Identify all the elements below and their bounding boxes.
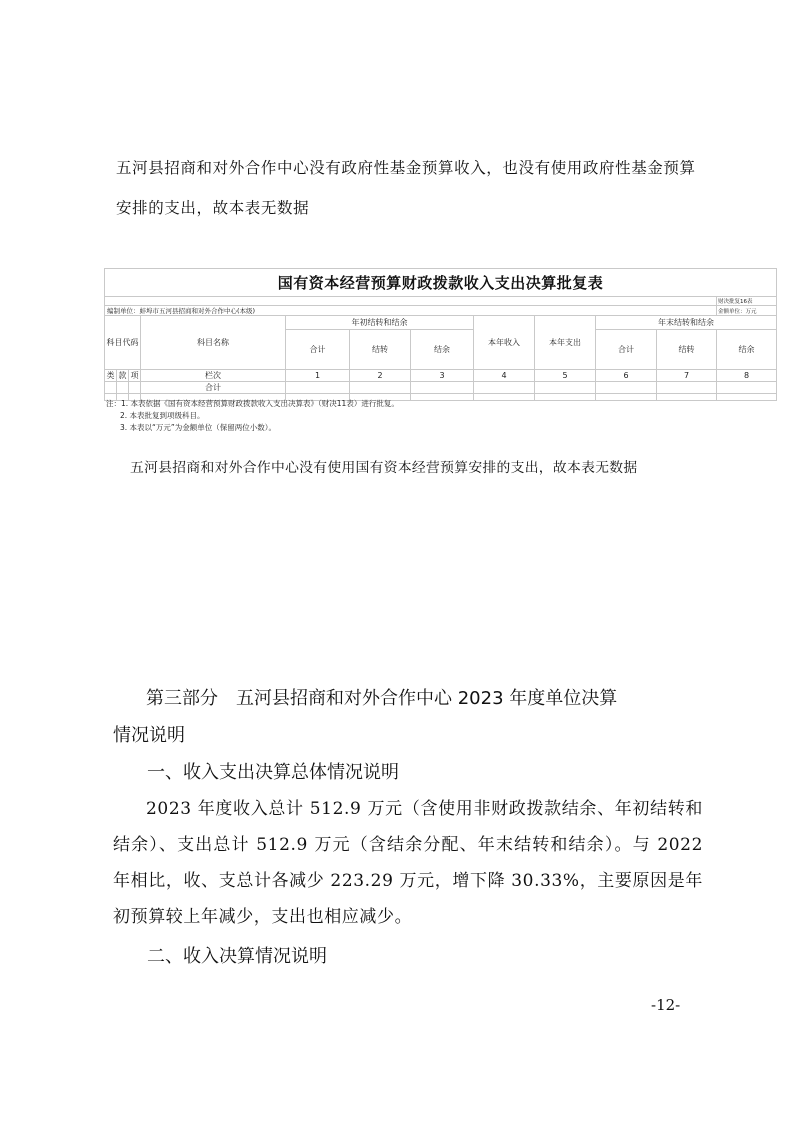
header-closing-carryover: 结转 <box>657 330 717 370</box>
header-item: 项 <box>130 371 139 380</box>
col-no-5: 5 <box>535 370 596 382</box>
header-subject-name: 科目名称 <box>141 316 286 370</box>
fund-note-line1: 五河县招商和对外合作中心没有政府性基金预算收入，也没有使用政府性基金预算 <box>116 159 696 177</box>
header-section: 款 <box>118 371 127 380</box>
overview-paragraph: 2023 年度收入总计 512.9 万元（含使用非财政拨款结余、年初结转和结余）、支出总计 512.9 万元（含结余分配、年末结转和结余）。与 2022 年相比，收、支总计各减少 223.29 万元，增下降 30.33%，主要原因是年初预算较上年减少，支出也相应减少。 <box>113 799 703 927</box>
table-title: 国有资本经营预算财政拨款收入支出决算批复表 <box>105 269 777 297</box>
heading-income-expense-overview: 一、收入支出决算总体情况说明 <box>147 762 399 783</box>
section-title-line2: 情况说明 <box>113 725 185 746</box>
col-no-1: 1 <box>286 370 350 382</box>
col-no-3: 3 <box>411 370 474 382</box>
header-subject-code: 科目代码 <box>105 316 141 370</box>
header-opening-balance: 年初结转和结余 <box>286 316 474 330</box>
header-class: 类 <box>106 371 115 380</box>
sum-row-label: 合计 <box>141 382 286 394</box>
form-number: 财决批复16表 <box>717 297 777 306</box>
table-note-3: 3. 本表以“万元”为金额单位（保留两位小数）。 <box>120 423 277 432</box>
header-opening-carryover: 结转 <box>350 330 411 370</box>
header-closing-total: 合计 <box>596 330 657 370</box>
page-number: -12- <box>651 996 681 1014</box>
table-note-2: 2. 本表批复到项级科目。 <box>120 411 205 420</box>
fund-budget-note <box>116 148 716 228</box>
section-title-line1: 第三部分 五河县招商和对外合作中心 2023 年度单位决算 <box>146 688 618 709</box>
header-income: 本年收入 <box>474 316 535 370</box>
col-no-4: 4 <box>474 370 535 382</box>
header-opening-total: 合计 <box>286 330 350 370</box>
approval-table <box>104 268 776 394</box>
amount-unit: 金额单位：万元 <box>717 306 777 316</box>
compiling-unit: 编制单位：蚌埠市五河县招商和对外合作中心(本级) <box>105 306 717 316</box>
table-row <box>105 382 777 394</box>
column-number-label: 栏次 <box>141 370 286 382</box>
state-capital-note: 五河县招商和对外合作中心没有使用国有资本经营预算安排的支出，故本表无数据 <box>130 460 638 476</box>
header-closing-balance: 年末结转和结余 <box>596 316 777 330</box>
header-opening-surplus: 结余 <box>411 330 474 370</box>
section-title <box>113 680 703 754</box>
table-note-1: 注：1. 本表依据《国有资本经营预算财政拨款收入支出决算表》（财决11表）进行批复。 <box>106 399 399 408</box>
col-no-8: 8 <box>717 370 777 382</box>
col-no-2: 2 <box>350 370 411 382</box>
col-no-7: 7 <box>657 370 717 382</box>
col-no-6: 6 <box>596 370 657 382</box>
header-closing-surplus: 结余 <box>717 330 777 370</box>
fund-note-line2: 安排的支出，故本表无数据 <box>116 199 310 217</box>
table-notes <box>106 398 399 434</box>
heading-income-explanation: 二、收入决算情况说明 <box>147 946 327 967</box>
header-expense: 本年支出 <box>535 316 596 370</box>
